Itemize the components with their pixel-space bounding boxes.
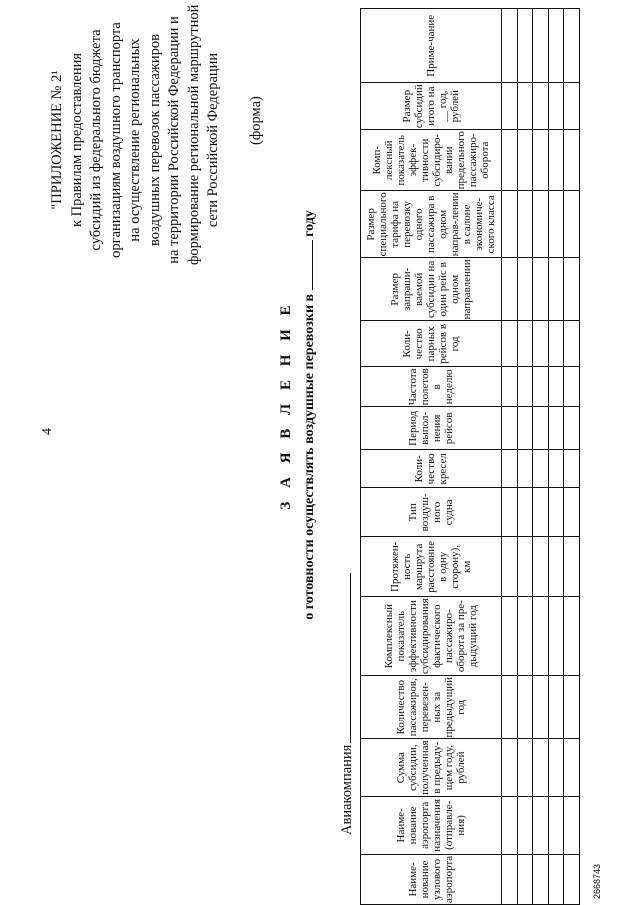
table-cell: [564, 407, 580, 450]
table-cell: [548, 796, 564, 854]
table-cell: [517, 739, 533, 796]
table-cell: [564, 537, 580, 597]
table-cell: [564, 488, 580, 537]
appendix-line: на территории Российской Федерации и: [166, 16, 182, 264]
year-blank-line: [302, 240, 313, 290]
table-cell: [548, 258, 564, 321]
table-cell: [548, 854, 564, 904]
table-cell: [517, 9, 533, 83]
table-cell: [502, 450, 518, 488]
table-cell: [548, 488, 564, 537]
table-cell: [564, 83, 580, 130]
table-row: [564, 9, 580, 905]
header-cell-hub-airport: Наиме-нование узлового аэропорта: [361, 854, 502, 904]
header-cell-previous-subsidy: Сумма субсидии, полученная в предыду-щем году, рублей: [361, 739, 502, 796]
table-cell: [517, 191, 533, 258]
header-cell-passengers-count: Количество пассажиров, перевезен-ных за предыдущий год: [361, 676, 502, 739]
table-cell: [564, 367, 580, 407]
subtitle-text: о готовности осуществлять воздушные перевозки в: [302, 293, 317, 620]
header-cell-paired-flights: Коли-чество парных рейсов в год: [361, 321, 502, 367]
table-cell: [564, 676, 580, 739]
table-cell: [502, 488, 518, 537]
table-cell: [533, 258, 549, 321]
document-subtitle: [302, 105, 318, 725]
table-cell: [533, 450, 549, 488]
table-cell: [533, 676, 549, 739]
table-cell: [517, 83, 533, 130]
table-cell: [548, 597, 564, 676]
table-cell: [517, 130, 533, 191]
header-cell-aircraft-type: Тип воздуш-ного судна: [361, 488, 502, 537]
appendix-block: [48, 4, 224, 265]
table-cell: [548, 83, 564, 130]
header-cell-total-subsidy: Размер субсидий итого на __ год, рублей: [361, 83, 502, 130]
table-cell: [502, 676, 518, 739]
table-cell: [533, 321, 549, 367]
table-cell: [502, 83, 518, 130]
table-cell: [548, 676, 564, 739]
table-cell: [548, 191, 564, 258]
table-cell: [533, 739, 549, 796]
table-cell: [502, 739, 518, 796]
table-cell: [564, 258, 580, 321]
subtitle-year-word: году: [302, 210, 317, 237]
table-cell: [517, 597, 533, 676]
table-cell: [502, 191, 518, 258]
appendix-line: к Правилам предоставления: [68, 52, 85, 228]
header-cell-destination-airport: Наиме-нование аэропорта назначения (отправле-ния): [361, 796, 502, 854]
table-cell: [548, 407, 564, 450]
table-cell: [564, 321, 580, 367]
table-cell: [533, 488, 549, 537]
table-cell: [533, 854, 549, 904]
document-title: З А Я В Л Е Н И Е: [278, 300, 294, 510]
table-cell: [564, 796, 580, 854]
table-cell: [533, 191, 549, 258]
table-cell: [533, 597, 549, 676]
table-cell: [564, 739, 580, 796]
table-cell: [517, 450, 533, 488]
table-cell: [564, 597, 580, 676]
table-cell: [533, 796, 549, 854]
table-cell: [533, 83, 549, 130]
table-cell: [502, 130, 518, 191]
table-row: [548, 9, 564, 905]
table-cell: [517, 676, 533, 739]
application-table: [360, 8, 580, 905]
airline-label: Авиакомпания: [339, 744, 355, 835]
appendix-line: на осуществление региональных: [127, 38, 143, 242]
header-cell-period: Период выпол-нения рейсов: [361, 407, 502, 450]
header-cell-note: Приме-чание: [361, 9, 502, 83]
table-cell: [533, 537, 549, 597]
table-cell: [548, 9, 564, 83]
table-cell: [502, 321, 518, 367]
table-cell: [502, 9, 518, 83]
table-cell: [564, 191, 580, 258]
header-cell-efficiency-actual: Комплексный показатель эффективности субсидирования фактического пассажиро-оборота за пре-дыдущий год: [361, 597, 502, 676]
table-cell: [502, 258, 518, 321]
table-cell: [502, 367, 518, 407]
table-row: [533, 9, 549, 905]
page-number: 4: [40, 428, 55, 435]
table-cell: [564, 854, 580, 904]
table-cell: [517, 258, 533, 321]
table-cell: [517, 321, 533, 367]
table-cell: [517, 488, 533, 537]
header-cell-route-length: Протяжен-ность маршрута расстояние в одну сторону), км: [361, 537, 502, 597]
header-cell-efficiency-limit: Комп-лексный показатель эффек-тивности субсидиро-вании предельного пассажиро-оборота: [361, 130, 502, 191]
table-cell: [548, 321, 564, 367]
table-cell: [564, 130, 580, 191]
appendix-line: формирование региональной маршрутной: [185, 4, 202, 265]
header-cell-frequency: Частота полетов в неделю: [361, 367, 502, 407]
table-cell: [517, 537, 533, 597]
table-header-row: [361, 9, 502, 905]
table-cell: [502, 796, 518, 854]
table-row: [517, 9, 533, 905]
table-cell: [517, 367, 533, 407]
appendix-line: "ПРИЛОЖЕНИЕ № 2¹: [49, 70, 65, 210]
table-cell: [517, 854, 533, 904]
table-cell: [517, 796, 533, 854]
table-cell: [548, 367, 564, 407]
table-cell: [548, 450, 564, 488]
table-cell: [502, 407, 518, 450]
table-cell: [517, 407, 533, 450]
table-cell: [548, 739, 564, 796]
table-cell: [548, 130, 564, 191]
header-cell-seats: Коли-чество кресел: [361, 450, 502, 488]
table-cell: [502, 854, 518, 904]
table-body: [361, 9, 580, 905]
table-cell: [502, 537, 518, 597]
appendix-line: воздушных перевозок пассажиров: [146, 34, 163, 246]
table-cell: [564, 9, 580, 83]
table-row: [502, 9, 518, 905]
airline-input-line: [338, 573, 351, 743]
appendix-line: субсидий из федерального бюджета: [88, 29, 104, 251]
table-cell: [564, 450, 580, 488]
table-cell: [533, 367, 549, 407]
table-cell: [533, 9, 549, 83]
header-cell-special-tariff: Размер специального тарифа на перевозку одного пассажира в одном направ-лении в салоне экономиче-ского класса: [361, 191, 502, 258]
airline-row: [338, 573, 356, 835]
header-cell-requested-subsidy: Размер запраши-ваемой субсидии на один рейс в одном направлении: [361, 258, 502, 321]
table-cell: [533, 407, 549, 450]
appendix-line: сети Российской Федерации: [205, 52, 221, 228]
form-label: (форма): [248, 96, 264, 145]
appendix-line: организациям воздушного транспорта: [107, 22, 124, 258]
table-cell: [548, 537, 564, 597]
document-code: 2668743: [592, 863, 602, 899]
table-cell: [502, 597, 518, 676]
table-cell: [533, 130, 549, 191]
